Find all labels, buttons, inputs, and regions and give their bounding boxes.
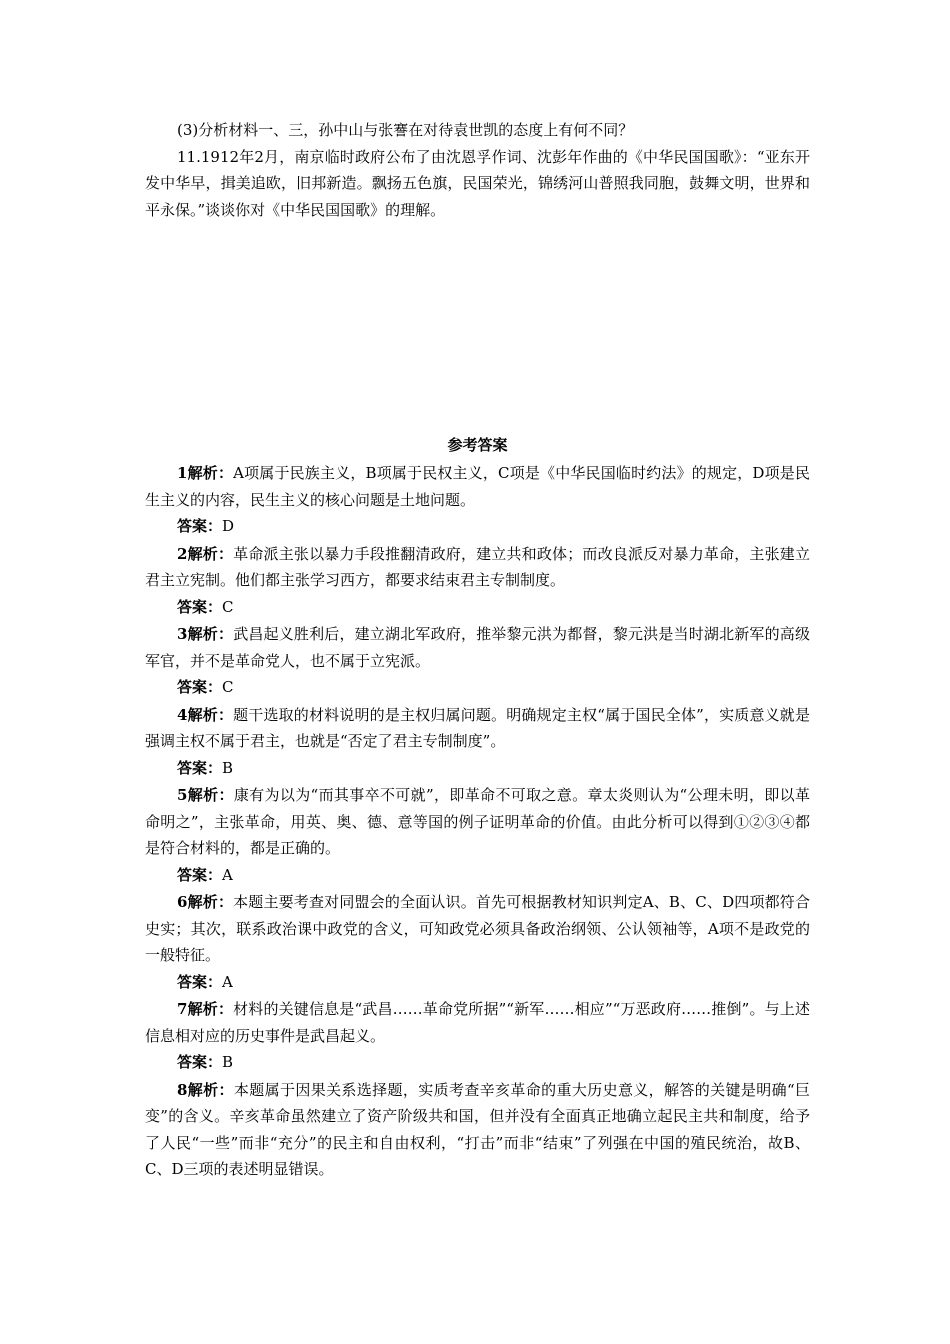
analysis-label: 8解析： [177, 1080, 234, 1099]
analysis-7: 7解析：材料的关键信息是“武昌……革命党所据”“新军……相应”“万恶政府……推倒”。与上述信息相对应的历史事件是武昌起义。 [145, 1000, 810, 1045]
analysis-label: 4解析： [177, 705, 234, 724]
question-3-sub: (3)分析材料一、三，孙中山与张謇在对待袁世凯的态度上有何不同？ [177, 121, 634, 139]
answer-entry-1 [145, 460, 810, 540]
analysis-label: 3解析： [177, 625, 234, 643]
analysis-1: 1解析：A项属于民族主义，B项属于民权主义，C项是《中华民国临时约法》的规定，D项是民生主义的内容，民生主义的核心问题是土地问题。 [145, 464, 810, 509]
section-title: 参考答案 [447, 436, 508, 454]
analysis-label: 2解析： [177, 544, 234, 563]
answer-3: 答案：C [177, 678, 234, 696]
analysis-8: 8解析：本题属于因果关系选择题，实质考查辛亥革命的重大历史意义，解答的关键是明确“巨变”的含义。辛亥革命虽然建立了资产阶级共和国，但并没有全面真正地确立起民主共和制度，给予了人民“一些”而非“充分”的民主和自由权利，“打击”而非“结束”了列强在中国的殖民统治，故B、C、D三项的表述明显错误。 [145, 1080, 810, 1178]
answer-entry-8 [145, 1077, 810, 1183]
answer-entry-6 [145, 889, 810, 995]
answer-2: 答案：C [177, 597, 234, 616]
question-11: 11.1912年2月，南京临时政府公布了由沈恩孚作词、沈彭年作曲的《中华民国国歌》：“亚东开发中华早，揖美追欧，旧邦新造。飘扬五色旗，民国荣光，锦绣河山普照我同胞，鼓舞文明，世界和平永保。”谈谈你对《中华民国国歌》的理解。 [145, 147, 810, 219]
analysis-4: 4解析：题干选取的材料说明的是主权归属问题。明确规定主权“属于国民全体”，实质意义就是强调主权不属于君主，也就是“否定了君主专制制度”。 [145, 705, 810, 750]
analysis-6: 6解析：本题主要考查对同盟会的全面认识。首先可根据教材知识判定A、B、C、D四项都符合史实；其次，联系政治课中政党的含义，可知政党必须具备政治纲领、公认领袖等，A项不是政党的一般特征。 [145, 893, 810, 964]
answer-entry-4 [145, 702, 810, 782]
analysis-5: 5解析：康有为以为“而其事卒不可就”，即革命不可取之意。章太炎则认为“公理未明，即以革命明之”，主张革命，用英、奥、德、意等国的例子证明革命的价值。由此分析可以得到①②③④都是符合材料的，都是正确的。 [145, 786, 810, 857]
questions-block [145, 117, 810, 223]
analysis-label: 5解析： [177, 786, 234, 804]
answer-entry-3 [145, 621, 810, 701]
answer-entry-2 [145, 541, 810, 621]
answer-entry-5 [145, 782, 810, 888]
answer-entry-7 [145, 996, 810, 1076]
answer-1: 答案：D [177, 517, 235, 535]
analysis-label: 7解析： [177, 1000, 234, 1018]
analysis-label: 1解析： [177, 464, 234, 482]
answer-4: 答案：B [177, 758, 234, 777]
analysis-3: 3解析：武昌起义胜利后，建立湖北军政府，推举黎元洪为都督，黎元洪是当时湖北新军的高级军官，并不是革命党人，也不属于立宪派。 [145, 625, 810, 670]
answer-5: 答案：A [177, 865, 233, 884]
answers-block [145, 460, 810, 1184]
analysis-label: 6解析： [177, 893, 234, 911]
answer-6: 答案：A [177, 972, 233, 991]
answer-7: 答案：B [177, 1053, 234, 1071]
analysis-2: 2解析：革命派主张以暴力手段推翻清政府，建立共和政体；而改良派反对暴力革命，主张建立君主立宪制。他们都主张学习西方，都要求结束君主专制制度。 [145, 544, 810, 589]
